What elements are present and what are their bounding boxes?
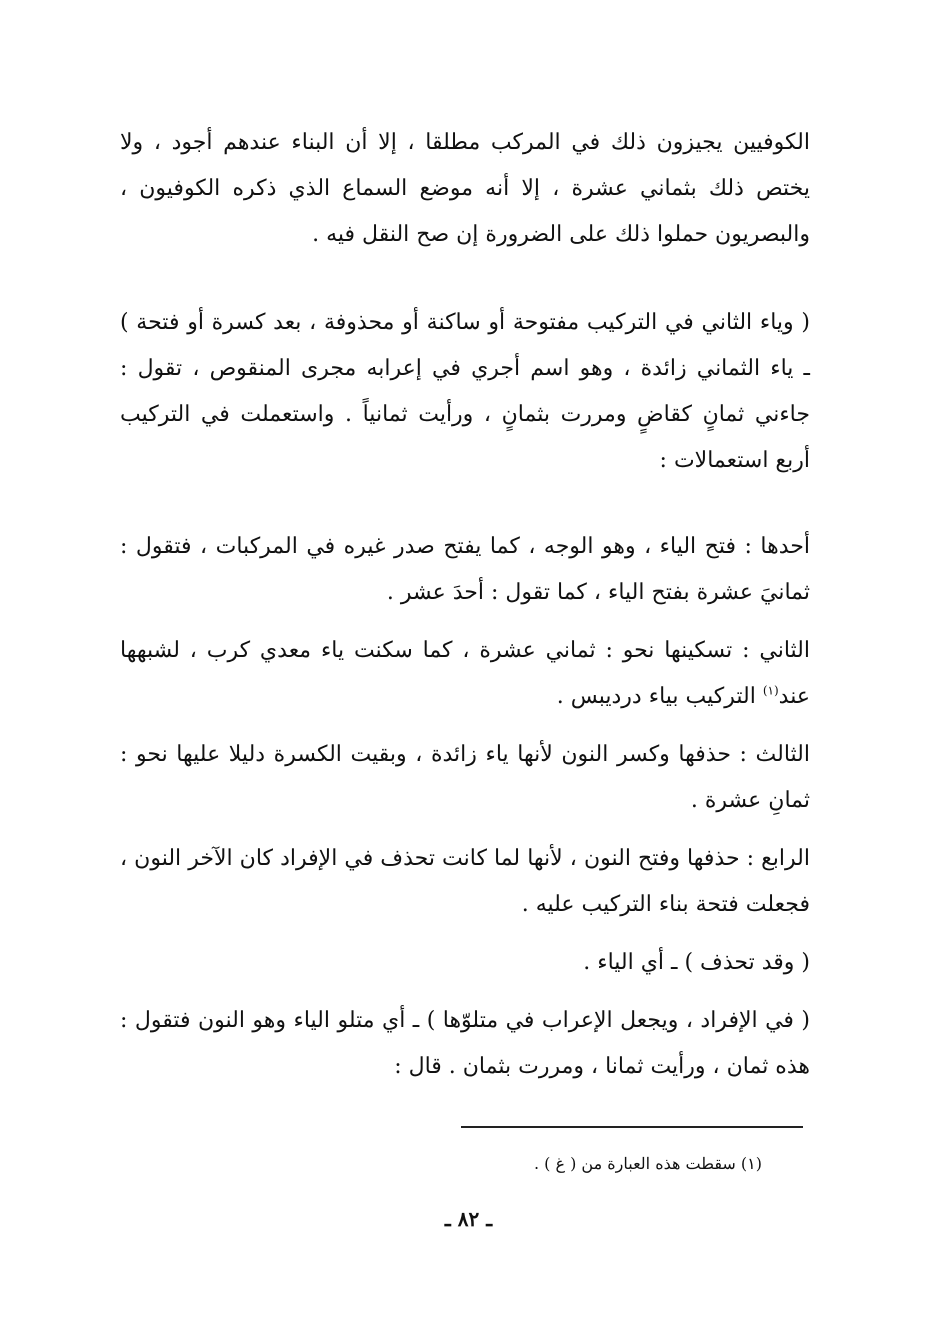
- footnote-divider: [461, 1126, 803, 1128]
- paragraph-1: الكوفيين يجيزون ذلك في المركب مطلقا ، إلا أن البناء عندهم أجود ، ولا يختص ذلك بثماني عشرة ، إلا أنه موضع السماع الذي ذكره الكوفيون ، والبصريون حملوا ذلك على الضرورة إن صح النقل فيه .: [120, 130, 810, 247]
- paragraph-4-after: التركيب بياء درديبس .: [556, 684, 763, 709]
- paragraph-8: ( في الإفراد ، ويجعل الإعراب في متلوّها ) ـ أي متلو الياء وهو النون فتقول : هذه ثمان ، ورأيت ثمانا ، ومررت بثمان . قال :: [120, 1008, 810, 1079]
- paragraph-gap: [120, 270, 810, 300]
- paragraph-4: [120, 628, 810, 720]
- paragraph-3: أحدها : فتح الياء ، وهو الوجه ، كما يفتح صدر غيره في المركبات ، فتقول : ثمانيَ عشرة بفتح الياء ، كما تقول : أحدَ عشر .: [120, 534, 810, 605]
- paragraph-6: الرابع : حذفها وفتح النون ، لأنها لما كانت تحذف في الإفراد كان الآخر النون ، فجعلت فتحة بناء التركيب عليه .: [120, 846, 811, 917]
- page-number: ـ ٨٢ ـ: [444, 1207, 493, 1231]
- paragraph-4-before: الثاني : تسكينها نحو : ثماني عشرة ، كما سكنت ياء معدي كرب ، لشبهها عند: [120, 638, 810, 709]
- paragraph-gap: [120, 496, 810, 524]
- paragraph-2: ( وياء الثاني في التركيب مفتوحة أو ساكنة أو محذوفة ، بعد كسرة أو فتحة ) ـ ياء الثماني زائدة ، وهو اسم أجري في إعرابه مجرى المنقوص ، تقول : جاءني ثمانٍ كقاضٍ ومررت بثمانٍ ، ورأيت ثمانياً . واستعملت في التركيب أربع استعمالات :: [120, 310, 810, 473]
- main-text: [120, 120, 810, 1102]
- footnote-marker: (١): [762, 683, 779, 698]
- paragraph-7: ( وقد تحذف ) ـ أي الياء .: [583, 950, 810, 975]
- paragraph-5: الثالث : حذفها وكسر النون لأنها ياء زائدة ، وبقيت الكسرة دليلا عليها نحو : ثمانِ عشرة .: [120, 742, 810, 813]
- footnote: (١) سقطت هذه العبارة من ( غ ) .: [533, 1154, 762, 1173]
